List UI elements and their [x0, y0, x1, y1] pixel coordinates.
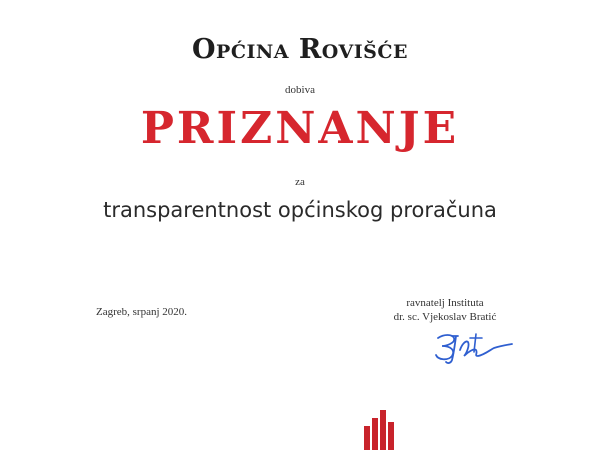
signatory-title: ravnatelj Instituta [406, 297, 484, 309]
signatory-block [380, 296, 510, 324]
place-and-date: Zagreb, srpanj 2020. [96, 306, 188, 318]
institute-logo-icon [362, 410, 398, 450]
handwritten-signature [430, 328, 514, 368]
recipient-name: Općina Rovišće [192, 34, 408, 65]
signatory-name: dr. sc. Vjekoslav Bratić [393, 311, 497, 323]
award-reason: transparentnost općinskog proračuna [103, 198, 497, 222]
for-label: za [295, 176, 305, 188]
award-title: PRIZNANJE [140, 103, 460, 154]
receives-label: dobiva [285, 84, 315, 96]
